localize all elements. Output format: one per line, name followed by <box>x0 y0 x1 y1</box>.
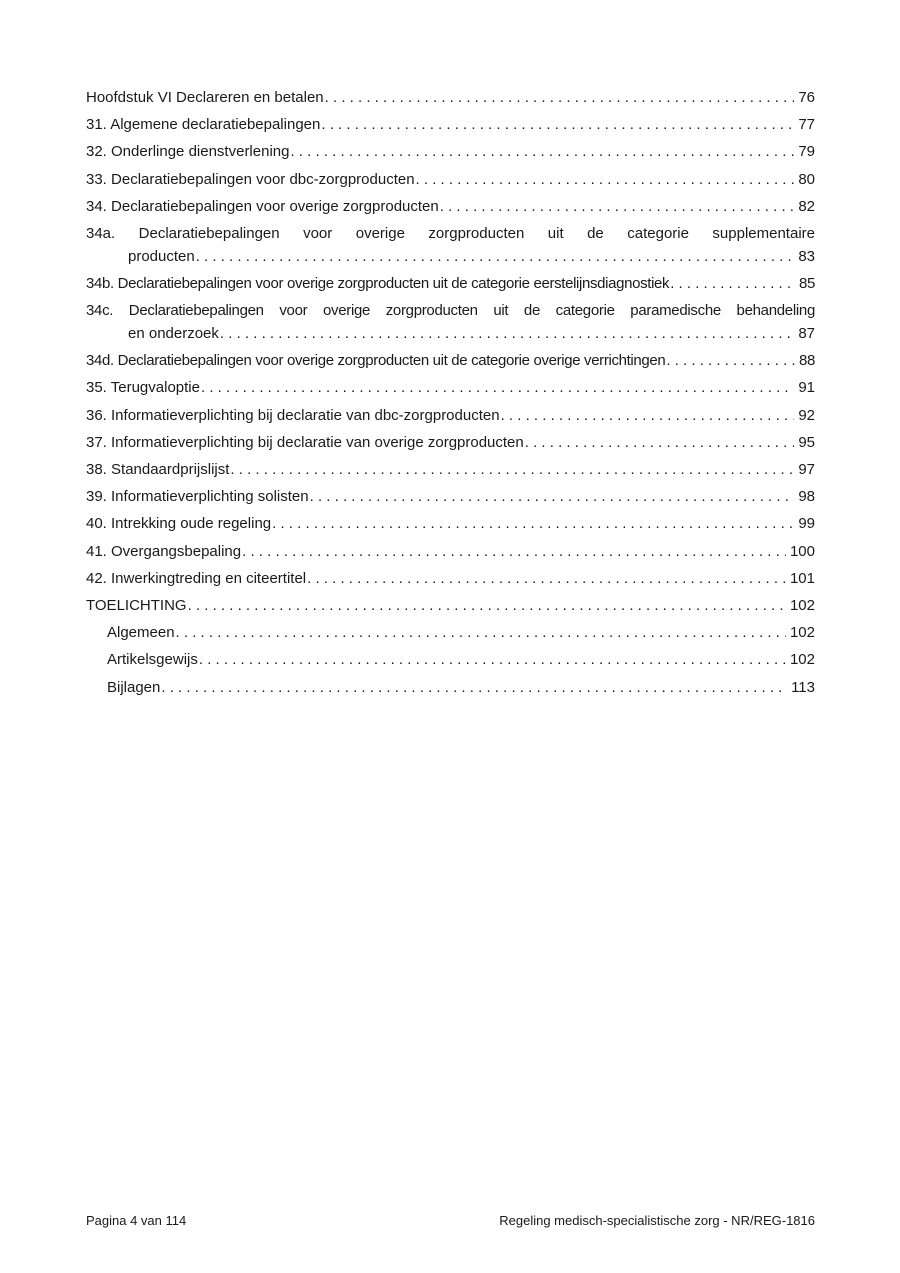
dot-leader <box>440 193 795 220</box>
toc-entry-page: 100 <box>786 538 815 565</box>
toc-entry-page: 85 <box>795 270 815 297</box>
toc-entry-title: 38. Standaardprijslijst <box>86 456 230 483</box>
toc-entry-page: 88 <box>795 347 815 374</box>
toc-entry[interactable] <box>86 347 815 374</box>
toc-entry-title: 36. Informatieverplichting bij declaratie van dbc-zorgproducten <box>86 402 501 429</box>
toc-entry[interactable] <box>86 674 815 701</box>
toc-entry-title: Artikelsgewijs <box>107 646 199 673</box>
dot-leader <box>220 322 794 345</box>
toc-entry-page: 101 <box>786 565 815 592</box>
toc-entry-page: 98 <box>794 483 815 510</box>
toc-entry[interactable] <box>86 456 815 483</box>
dot-leader <box>242 538 786 565</box>
toc-entry-title: 40. Intrekking oude regeling <box>86 510 272 537</box>
dot-leader <box>321 111 794 138</box>
toc-entry[interactable] <box>86 297 815 347</box>
toc-entry-title: 31. Algemene declaratiebepalingen <box>86 111 321 138</box>
page-number-label: Pagina 4 van 114 <box>86 1213 187 1228</box>
toc-entry-page: 83 <box>794 245 815 268</box>
toc-entry[interactable] <box>86 483 815 510</box>
toc-entry[interactable] <box>86 619 815 646</box>
toc-entry[interactable] <box>86 646 815 673</box>
dot-leader <box>196 245 795 268</box>
toc-entry-page: 113 <box>787 674 815 701</box>
toc-entry-title: 34b. Declaratiebepalingen voor overige zorgproducten uit de categorie eerstelijnsdiagnostiek <box>86 270 670 297</box>
toc-entry-title: 41. Overgangsbepaling <box>86 538 242 565</box>
toc-entry-title: 32. Onderlinge dienstverlening <box>86 138 290 165</box>
toc-entry[interactable] <box>86 538 815 565</box>
toc-entry-page: 87 <box>794 322 815 345</box>
dot-leader <box>310 483 795 510</box>
toc-entry-page: 80 <box>794 166 815 193</box>
table-of-contents <box>86 84 815 701</box>
toc-entry-page: 95 <box>794 429 815 456</box>
toc-entry[interactable] <box>86 138 815 165</box>
toc-entry-title-line2: producten <box>128 245 196 268</box>
toc-entry-title-line1: 34a. Declaratiebepalingen voor overige zorgproducten uit de categorie supplementaire <box>86 225 815 243</box>
dot-leader <box>176 619 786 646</box>
dot-leader <box>325 84 795 111</box>
dot-leader <box>199 646 786 673</box>
toc-entry[interactable] <box>86 592 815 619</box>
toc-entry-page: 79 <box>794 138 815 165</box>
toc-entry-title: Hoofdstuk VI Declareren en betalen <box>86 84 325 111</box>
toc-entry[interactable] <box>86 220 815 270</box>
dot-leader <box>525 429 795 456</box>
dot-leader <box>188 592 786 619</box>
toc-entry-page: 92 <box>794 402 815 429</box>
toc-entry-title: 37. Informatieverplichting bij declaratie van overige zorgproducten <box>86 429 525 456</box>
toc-entry[interactable] <box>86 510 815 537</box>
toc-entry-page: 97 <box>794 456 815 483</box>
dot-leader <box>290 138 794 165</box>
toc-entry-title: 39. Informatieverplichting solisten <box>86 483 310 510</box>
toc-entry-page: 102 <box>786 646 815 673</box>
toc-entry[interactable] <box>86 402 815 429</box>
toc-entry-page: 91 <box>794 374 815 401</box>
dot-leader <box>272 510 794 537</box>
page-footer <box>86 1213 815 1228</box>
toc-entry-page: 77 <box>794 111 815 138</box>
toc-entry-title: 34d. Declaratiebepalingen voor overige zorgproducten uit de categorie overige verrichtingen <box>86 347 666 374</box>
dot-leader <box>416 166 795 193</box>
toc-entry-title-line2: en onderzoek <box>128 322 220 345</box>
dot-leader <box>161 674 787 701</box>
toc-entry-title: 42. Inwerkingtreding en citeertitel <box>86 565 307 592</box>
toc-entry-title: TOELICHTING <box>86 592 188 619</box>
toc-entry-title: 34. Declaratiebepalingen voor overige zorgproducten <box>86 193 440 220</box>
toc-entry-title-line1: 34c. Declaratiebepalingen voor overige zorgproducten uit de categorie paramedische behandeling <box>86 302 815 320</box>
toc-entry-title: 33. Declaratiebepalingen voor dbc-zorgproducten <box>86 166 416 193</box>
toc-entry-title: Algemeen <box>107 619 176 646</box>
toc-entry[interactable] <box>86 270 815 297</box>
toc-entry[interactable] <box>86 166 815 193</box>
toc-entry[interactable] <box>86 429 815 456</box>
document-reference: Regeling medisch-specialistische zorg - NR/REG-1816 <box>499 1213 815 1228</box>
toc-entry-page: 102 <box>786 592 815 619</box>
toc-entry-page: 76 <box>794 84 815 111</box>
toc-entry[interactable] <box>86 565 815 592</box>
toc-entry[interactable] <box>86 374 815 401</box>
dot-leader <box>307 565 786 592</box>
dot-leader <box>230 456 794 483</box>
toc-entry-page: 102 <box>786 619 815 646</box>
toc-entry-page: 82 <box>794 193 815 220</box>
toc-entry-title: Bijlagen <box>107 674 161 701</box>
toc-entry[interactable] <box>86 84 815 111</box>
dot-leader <box>201 374 794 401</box>
toc-entry-page: 99 <box>794 510 815 537</box>
dot-leader <box>501 402 795 429</box>
toc-entry[interactable] <box>86 193 815 220</box>
dot-leader <box>670 270 795 297</box>
toc-entry[interactable] <box>86 111 815 138</box>
dot-leader <box>666 347 795 374</box>
toc-entry-title: 35. Terugvaloptie <box>86 374 201 401</box>
